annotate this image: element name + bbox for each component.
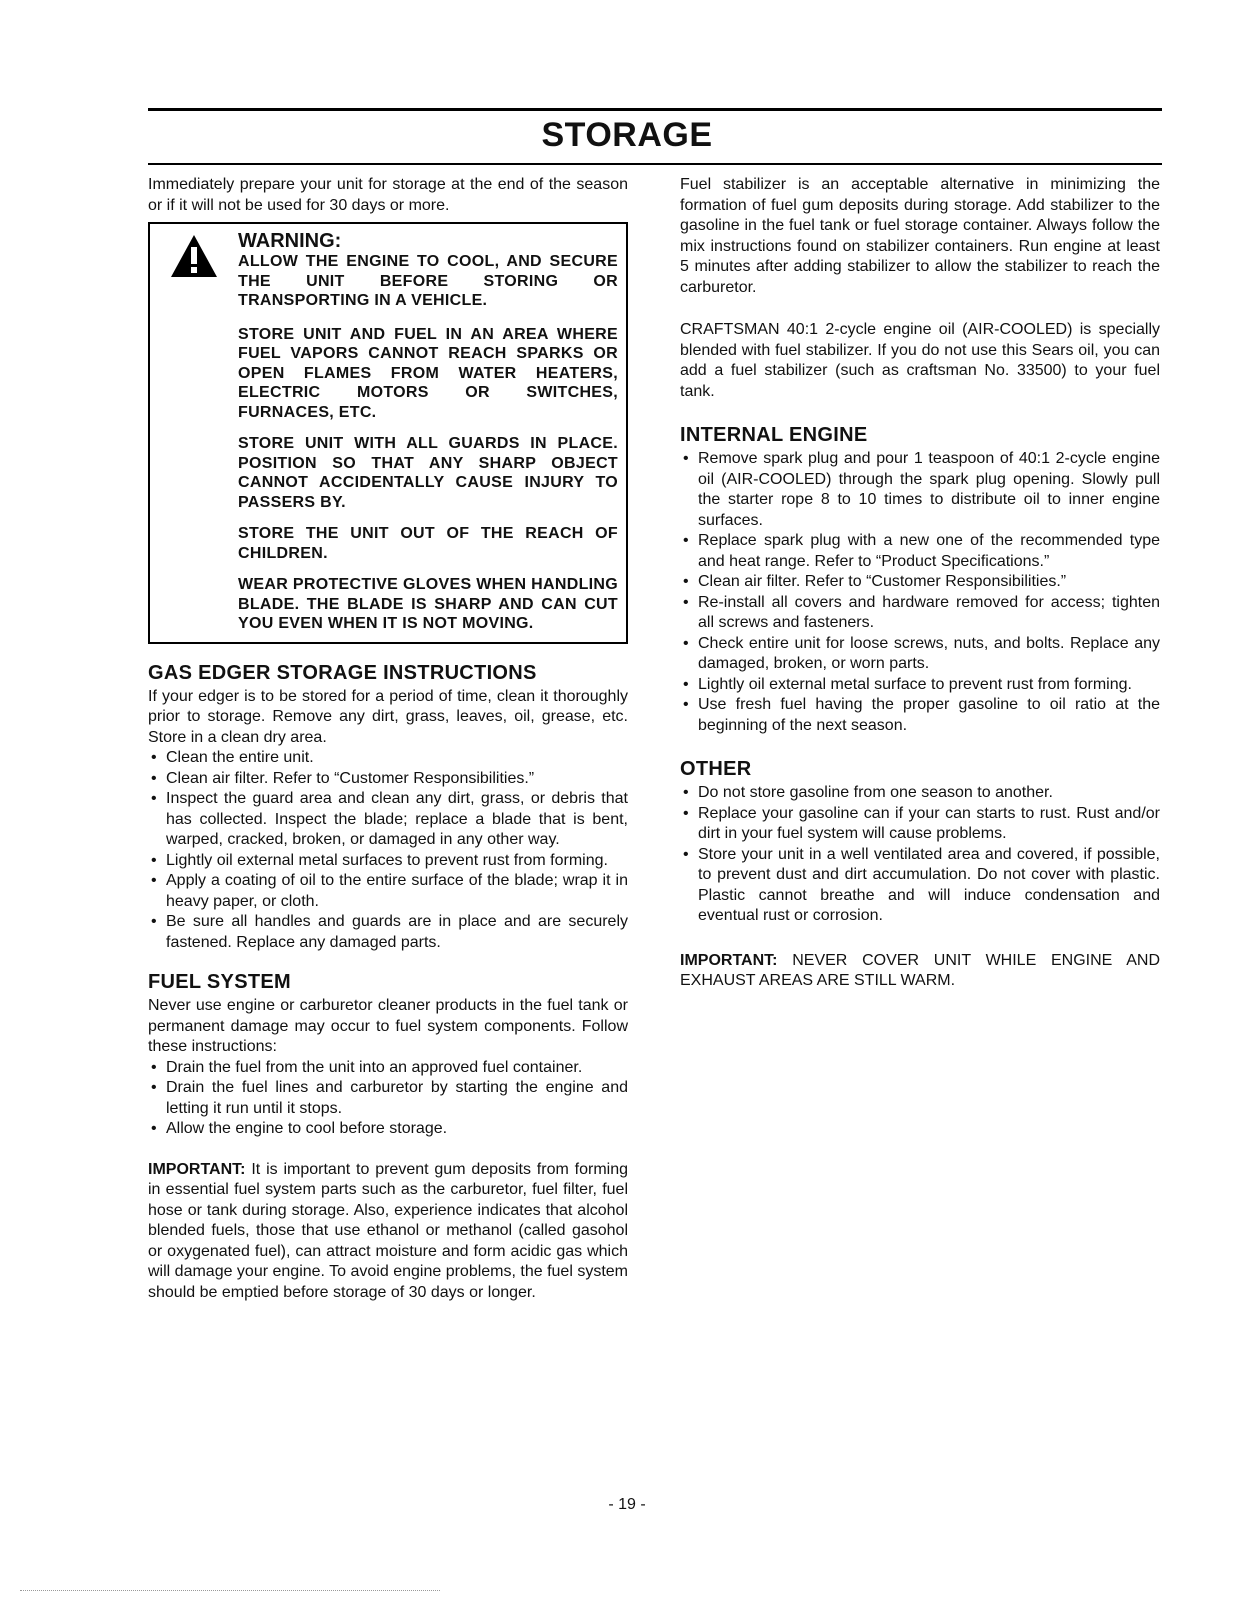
other-list — [680, 783, 1160, 927]
page-title: STORAGE — [541, 116, 713, 154]
list-item: • Replace spark plug with a new one of the recommended type and heat range. Refer to “Product Specifications.” — [680, 531, 1160, 572]
important-label: IMPORTANT: — [680, 951, 778, 969]
left-column — [148, 175, 628, 1303]
warning-title: WARNING: — [238, 230, 342, 252]
gas-edger-text: If your edger is to be stored for a period of time, clean it thoroughly prior to storage. Remove any dirt, grass, leaves, oil, grease, etc. Store in a clean dry area. — [148, 687, 628, 746]
warning-paragraph: STORE UNIT AND FUEL IN AN AREA WHERE FUEL VAPORS CANNOT REACH SPARKS OR OPEN FLAMES FROM WATER HEATERS, ELECTRIC MOTORS OR SWITCHES, FURNACES, ETC. — [238, 325, 618, 421]
warning-paragraph: STORE UNIT WITH ALL GUARDS IN PLACE. POSITION SO THAT ANY SHARP OBJECT CANNOT ACCIDENTALLY CAUSE INJURY TO PASSERS BY. — [238, 435, 618, 511]
list-item: • Allow the engine to cool before storage. — [148, 1119, 628, 1140]
list-item: • Apply a coating of oil to the entire surface of the blade; wrap it in heavy paper, or cloth. — [148, 871, 628, 912]
list-item: • Use fresh fuel having the proper gasoline to oil ratio at the beginning of the next season. — [680, 695, 1160, 736]
list-item: • Drain the fuel from the unit into an approved fuel container. — [148, 1058, 628, 1079]
right-column — [680, 175, 1160, 992]
intro-paragraph: Immediately prepare your unit for storage at the end of the season or if it will not be used for 30 days or more. — [148, 176, 628, 214]
list-item: • Replace your gasoline can if your can starts to rust. Rust and/or dirt in your fuel system will cause problems. — [680, 804, 1160, 845]
list-item: • Check entire unit for loose screws, nuts, and bolts. Replace any damaged, broken, or worn parts. — [680, 634, 1160, 675]
warning-paragraph: ALLOW THE ENGINE TO COOL, AND SECURE THE UNIT BEFORE STORING OR TRANSPORTING IN A VEHICLE. — [238, 253, 618, 309]
section-heading-other: OTHER — [680, 758, 752, 780]
important-note-fuel — [148, 1160, 628, 1304]
list-item: • Be sure all handles and guards are in place and are securely fastened. Replace any damaged parts. — [148, 912, 628, 953]
craftsman-paragraph: CRAFTSMAN 40:1 2-cycle engine oil (AIR-COOLED) is specially blended with fuel stabilizer. If you do not use this Sears oil, you can add a fuel stabilizer (such as craftsman No. 33500) to your fuel tank. — [680, 321, 1160, 400]
list-item: • Inspect the guard area and clean any dirt, grass, or debris that has collected. Inspect the blade; replace a blade that is bent, warped, cracked, broken, or damaged in any other way. — [148, 789, 628, 851]
page-number: - 19 - — [608, 1496, 646, 1513]
warning-paragraph: STORE THE UNIT OUT OF THE REACH OF CHILDREN. — [238, 525, 618, 562]
list-item: • Store your unit in a well ventilated area and covered, if possible, to prevent dust and dirt accumulation. Do not cover with plastic. Plastic cannot breathe and will induce condensation and eventual rust or corrosion. — [680, 845, 1160, 927]
important-text: NEVER COVER UNIT WHILE ENGINE AND EXHAUST AREAS ARE STILL WARM. — [680, 951, 1160, 989]
section-heading-internal-engine: INTERNAL ENGINE — [680, 424, 868, 446]
section-heading-fuel-system: FUEL SYSTEM — [148, 971, 291, 993]
list-item: • Lightly oil external metal surface to prevent rust from forming. — [680, 675, 1160, 696]
warning-paragraph: WEAR PROTECTIVE GLOVES WHEN HANDLING BLADE. THE BLADE IS SHARP AND CAN CUT YOU EVEN WHEN IT IS NOT MOVING. — [238, 576, 618, 632]
list-item: • Re-install all covers and hardware removed for access; tighten all screws and fasteners. — [680, 593, 1160, 634]
warning-triangle-icon — [170, 234, 218, 278]
gas-edger-list — [148, 748, 628, 953]
important-label: IMPORTANT: — [148, 1160, 246, 1178]
fuel-system-text: Never use engine or carburetor cleaner products in the fuel tank or permanent damage may occur to fuel system components. Follow these instructions: — [148, 997, 628, 1055]
stabilizer-paragraph: Fuel stabilizer is an acceptable alternative in minimizing the formation of fuel gum deposits during storage. Add stabilizer to the gasoline in the fuel tank or fuel storage container. Always follow the mix instructions found on stabilizer containers. Run engine at least 5 minutes after adding stabilizer to allow the stabilizer to reach the carburetor. — [680, 176, 1160, 296]
top-rule — [148, 108, 1162, 111]
internal-engine-list — [680, 449, 1160, 736]
list-item: • Clean air filter. Refer to “Customer Responsibilities.” — [680, 572, 1160, 593]
list-item: • Lightly oil external metal surfaces to prevent rust from forming. — [148, 851, 628, 872]
scan-edge-dotted-line — [20, 1590, 440, 1591]
list-item: • Drain the fuel lines and carburetor by starting the engine and letting it run until it stops. — [148, 1078, 628, 1119]
important-note-cover — [680, 951, 1160, 992]
list-item: • Clean the entire unit. — [148, 748, 628, 769]
list-item: • Remove spark plug and pour 1 teaspoon of 40:1 2-cycle engine oil (AIR-COOLED) through the spark plug opening. Slowly pull the starter rope 8 to 10 times to distribute oil to inner engine surfaces. — [680, 449, 1160, 531]
list-item: • Do not store gasoline from one season to another. — [680, 783, 1160, 804]
fuel-system-list — [148, 1058, 628, 1140]
list-item: • Clean air filter. Refer to “Customer Responsibilities.” — [148, 769, 628, 790]
important-text: It is important to prevent gum deposits from forming in essential fuel system parts such as the carburetor, fuel filter, fuel hose or tank during storage. Also, experience indicates that alcohol blended fuels, those that use ethanol or methanol (called gasohol or oxygenated fuel), can attract moisture and form acidic gas which will damage your engine. To avoid engine problems, the fuel system should be emptied before storage of 30 days or longer. — [148, 1160, 629, 1301]
title-rule — [148, 163, 1162, 165]
warning-box — [148, 222, 628, 644]
section-heading-gas-edger: GAS EDGER STORAGE INSTRUCTIONS — [148, 661, 537, 684]
